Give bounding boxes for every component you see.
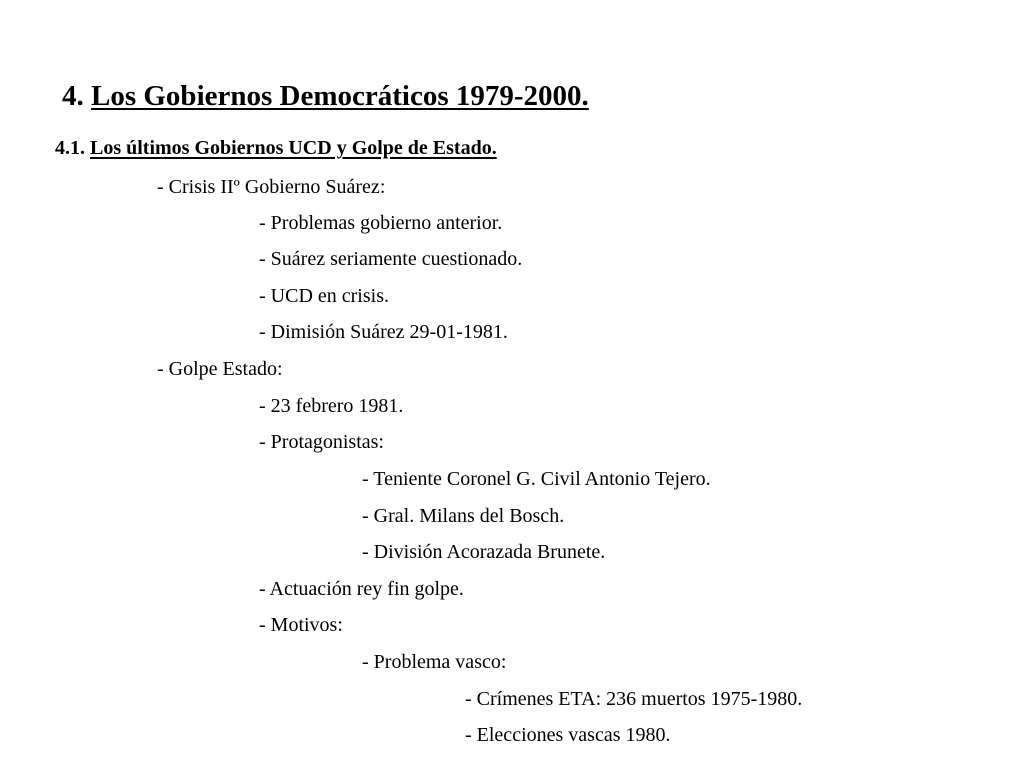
outline-item-actuacion-rey: - Actuación rey fin golpe.	[259, 578, 464, 600]
title-number: 4.	[62, 80, 84, 112]
outline-item-crisis-gobierno: - Crisis IIº Gobierno Suárez:	[157, 176, 386, 198]
section-heading	[55, 134, 497, 162]
outline-item-crimenes-eta: - Crímenes ETA: 236 muertos 1975-1980.	[465, 688, 803, 710]
outline-item-elecciones-vascas: - Elecciones vascas 1980.	[465, 724, 671, 746]
outline-item-ucd-crisis: - UCD en crisis.	[259, 285, 389, 307]
section-number: 4.1.	[55, 137, 85, 159]
outline-item-protagonistas: - Protagonistas:	[259, 431, 384, 453]
outline-item-tejero: - Teniente Coronel G. Civil Antonio Tejero.	[362, 468, 711, 490]
outline-item-brunete: - División Acorazada Brunete.	[362, 541, 606, 563]
outline-item-fecha-golpe: - 23 febrero 1981.	[259, 395, 404, 417]
title-text: Los Gobiernos Democráticos 1979-2000.	[91, 80, 589, 112]
outline-item-milans: - Gral. Milans del Bosch.	[362, 505, 565, 527]
slide-title	[62, 76, 589, 116]
outline-item-suarez-cuestionado: - Suárez seriamente cuestionado.	[259, 248, 523, 270]
outline-item-dimision: - Dimisión Suárez 29-01-1981.	[259, 321, 508, 343]
outline-item-motivos: - Motivos:	[259, 614, 343, 636]
outline-item-problema-vasco: - Problema vasco:	[362, 651, 507, 673]
outline-item-golpe-estado: - Golpe Estado:	[157, 358, 283, 380]
outline-item-problemas: - Problemas gobierno anterior.	[259, 212, 503, 234]
section-text: Los últimos Gobiernos UCD y Golpe de Estado.	[90, 137, 497, 159]
